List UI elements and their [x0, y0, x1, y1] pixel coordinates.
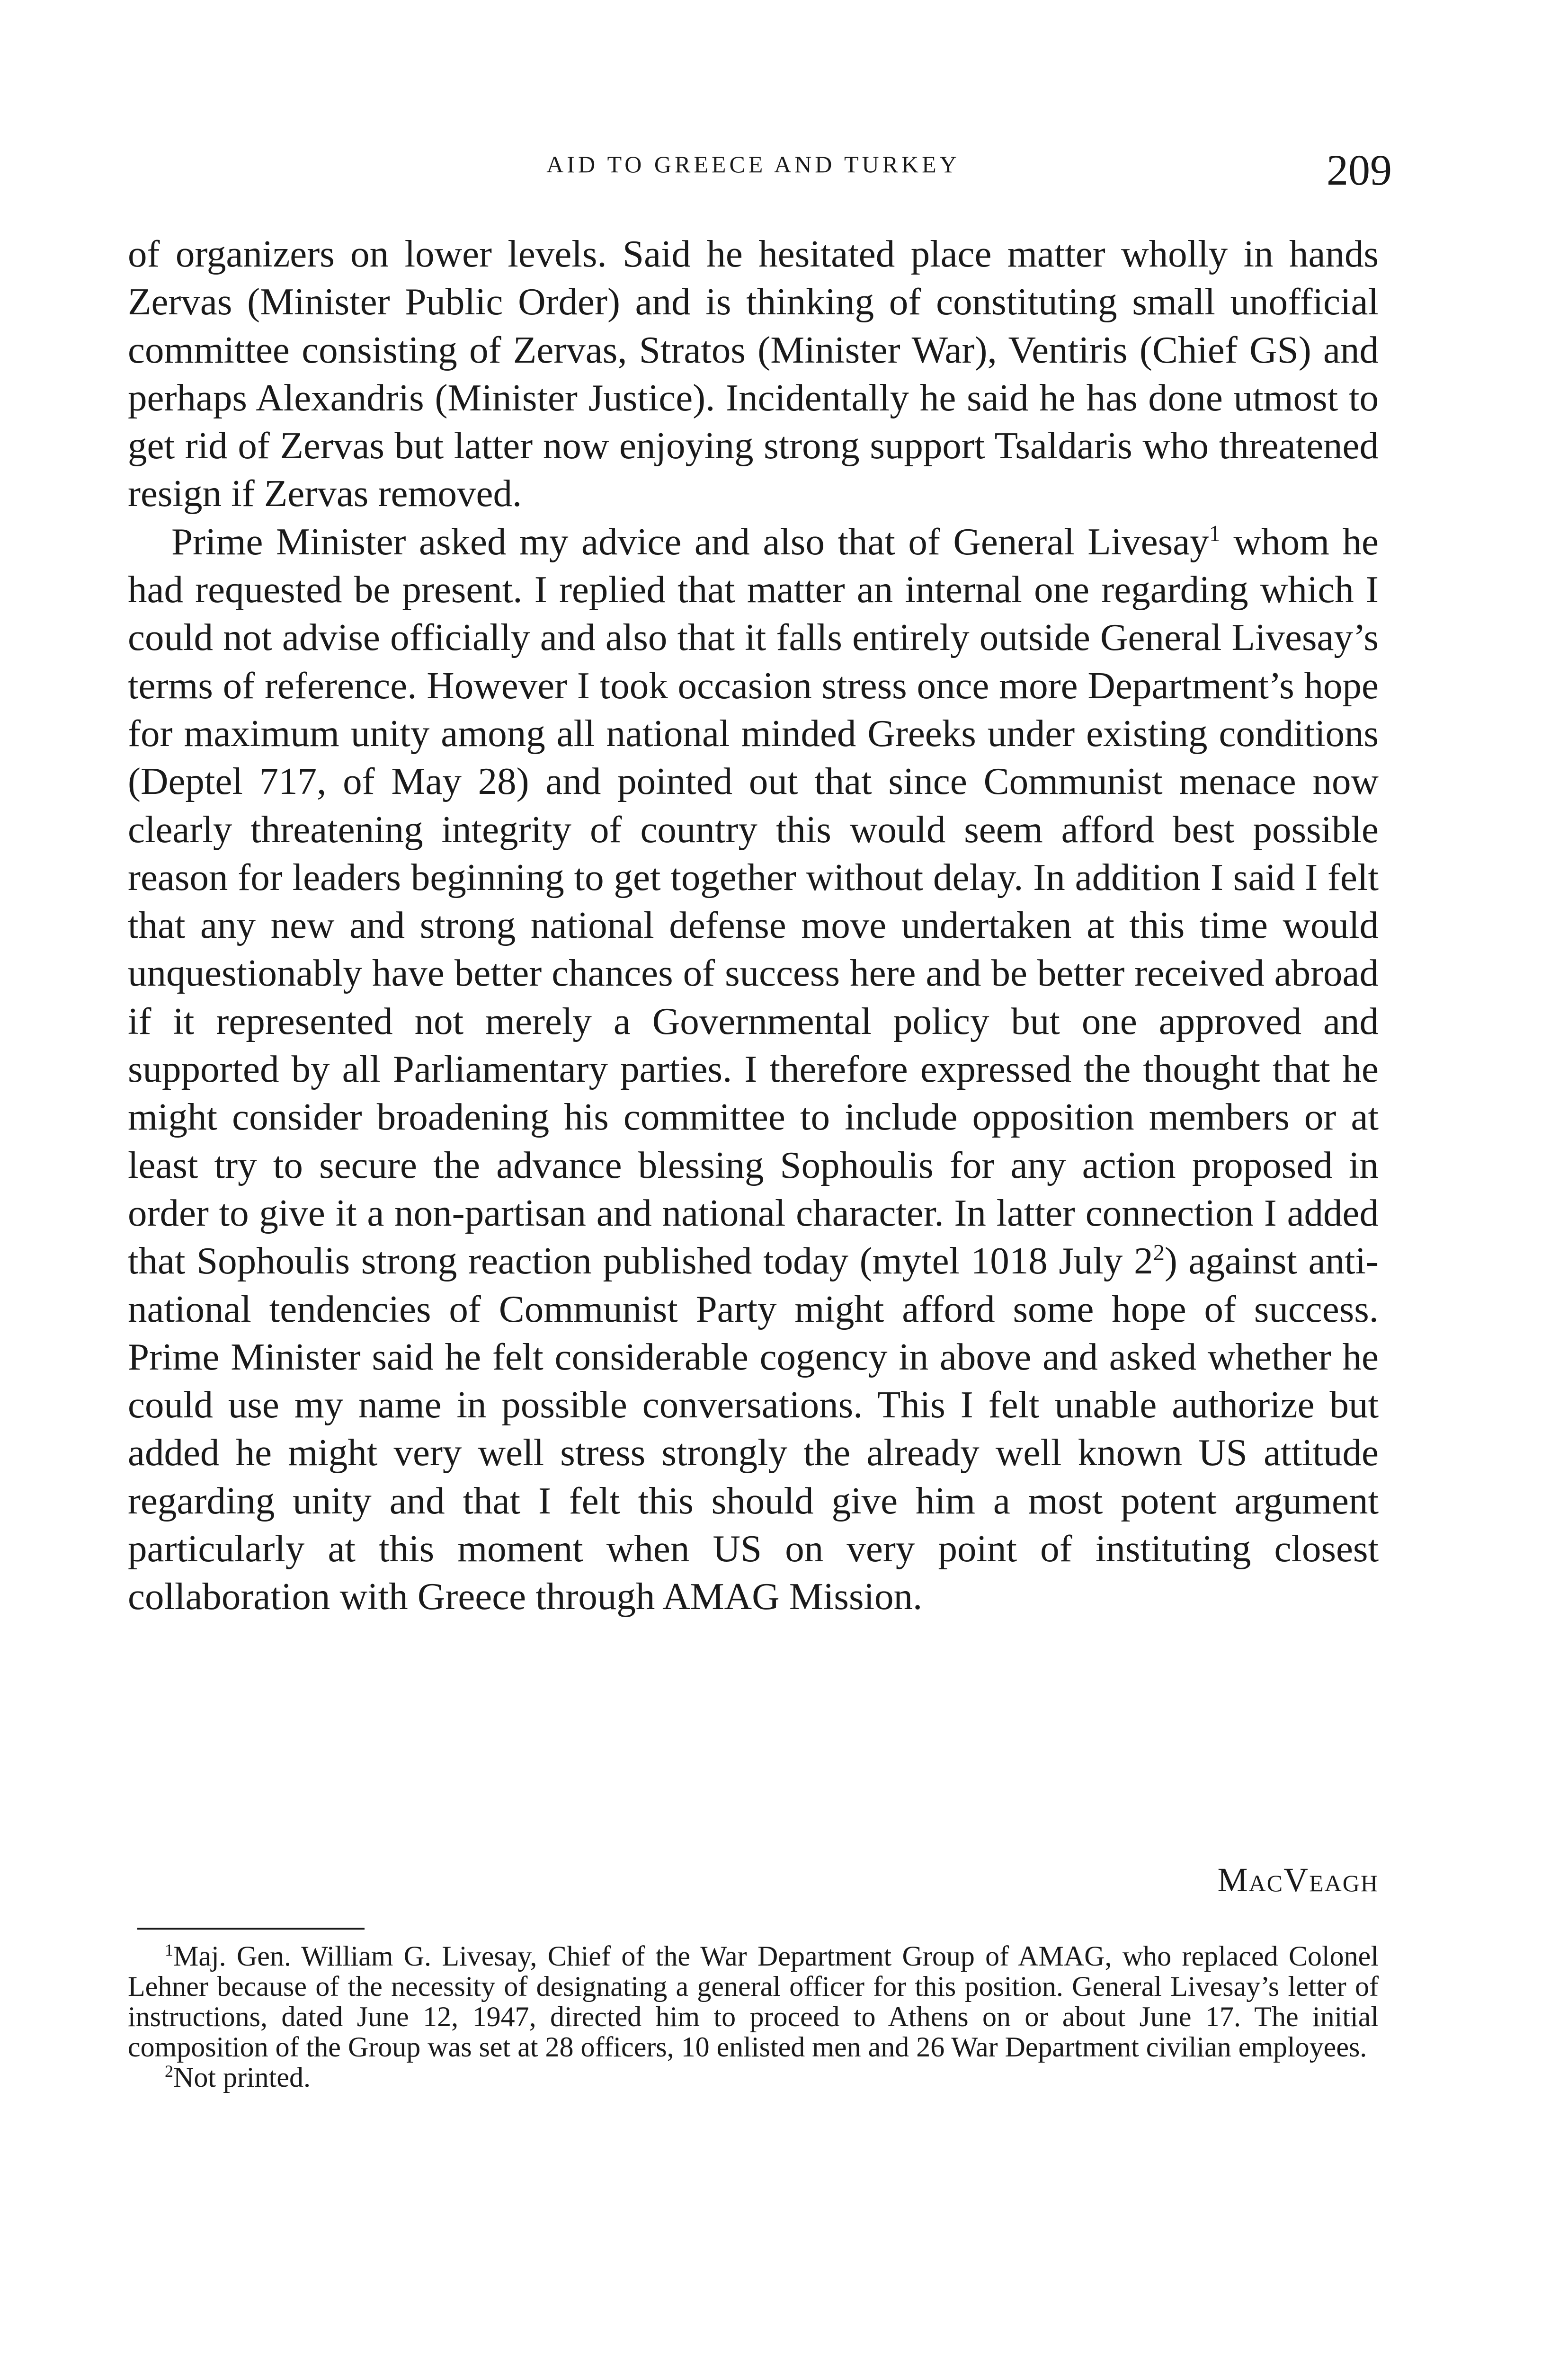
footnote-marker: 2 — [165, 2062, 173, 2081]
footnote — [128, 1941, 1379, 2062]
paragraph: of organizers on lower levels. Said he hesitated place matter wholly in hands Zervas (Minister Public Order) and is thinking of constituting small unofficial committee consisting of Zervas, Stratos (Minister War), Ventiris (Chief GS) and perhaps Alexandris (Minister Justice). Incidentally he said he has done utmost to get rid of Zervas but latter now enjoying strong support Tsaldaris who threatened resign if Zervas removed. — [128, 232, 1379, 515]
body-text — [128, 230, 1379, 1621]
text-run: Prime Minister asked my advice and also that of General Livesay — [171, 520, 1209, 563]
footnote-text: Maj. Gen. William G. Livesay, Chief of the War Department Group of AMAG, who replaced Colonel Lehner because of the necessity of designating a general officer for this position. General Livesay’s letter of instructions, dated June 12, 1947, directed him to proceed to Athens on or about June 17. The initial composition of the Group was set at 28 officers, 10 enlisted men and 26 War Department civilian employees. — [128, 1940, 1379, 2063]
footnote-text: Not printed. — [173, 2062, 311, 2093]
footnote-ref: 2 — [1153, 1240, 1165, 1266]
footnote-ref: 1 — [1209, 520, 1221, 546]
footnote-marker: 1 — [165, 1940, 173, 1959]
running-head: AID TO GREECE AND TURKEY — [546, 151, 960, 178]
footnote-divider — [137, 1928, 365, 1930]
text-run: ) against anti-national tendencies of Communist Party might afford some hope of success. Prime Minister said he felt considerable cogency in above and asked whether he could use my name in possible conversations. This I felt unable authorize but added he might very well stress strongly the already well known US attitude regarding unity and that I felt this should give him a most potent argument particularly at this moment when US on very point of instituting closest collaboration with Greece through AMAG Mission. — [128, 1239, 1379, 1618]
paragraph — [128, 518, 1379, 1621]
signature: MacVeagh — [1217, 1861, 1379, 1899]
text-run: whom he had requested be present. I replied that matter an internal one regarding which I could not advise officially and also that it falls entirely outside General Livesay’s terms of reference. However I took occasion stress once more Department’s hope for maximum unity among all national minded Greeks under existing conditions (Deptel 717, of May 28) and pointed out that since Communist menace now clearly threatening integrity of country this would seem afford best possible reason for leaders beginning to get together without delay. In addition I said I felt that any new and strong national defense move undertaken at this time would unquestionably have better chances of success here and be better received abroad if it represented not merely a Governmental policy but one approved and supported by all Parliamentary parties. I therefore expressed the thought that he might consider broadening his committee to include opposition members or at least try to secure the advance blessing Sophoulis for any action proposed in order to give it a non-partisan and national character. In latter connection I added that Sophoulis strong reaction published today (mytel 1018 July 2 — [128, 520, 1379, 1282]
footnotes — [128, 1941, 1379, 2092]
page-header — [128, 146, 1392, 194]
footnote — [128, 2062, 1379, 2092]
page-number: 209 — [1327, 146, 1392, 194]
